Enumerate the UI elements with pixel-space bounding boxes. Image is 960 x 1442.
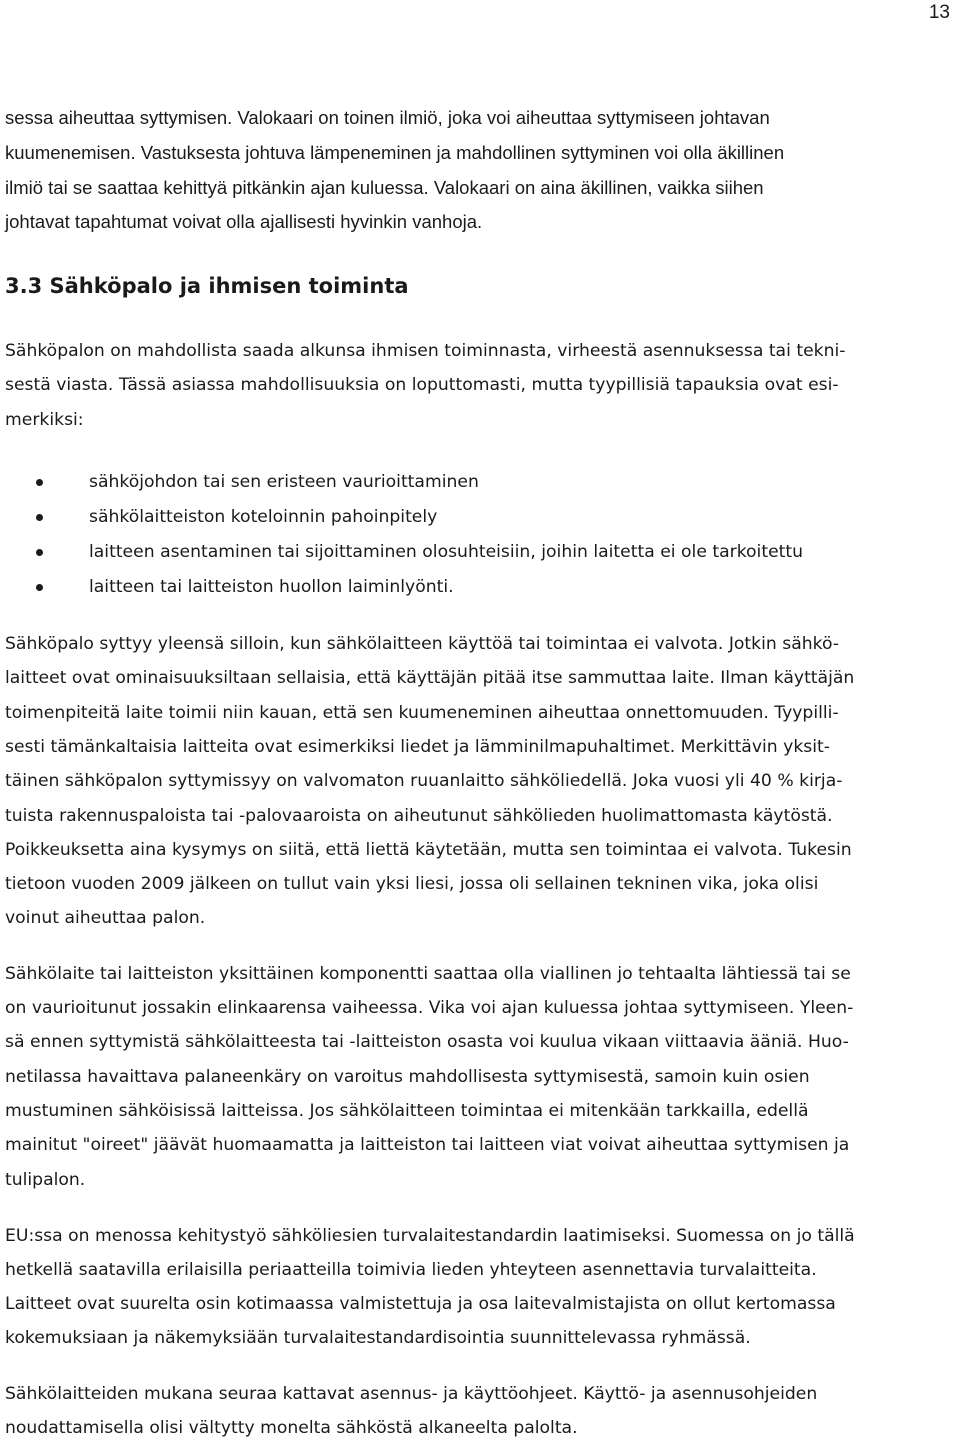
- page-number: 13: [928, 2, 950, 23]
- paragraph-line: sesti tämänkaltaisia laitteita ovat esimerkiksi liedet ja lämminilmapuhaltimet. Merkittävin yksit-: [5, 737, 830, 757]
- paragraph-line: EU:ssa on menossa kehitystyö sähköliesien turvalaitestandardin laatimiseksi. Suomessa on jo tällä: [5, 1226, 855, 1246]
- paragraph-line: tulipalon.: [5, 1170, 86, 1190]
- bullet-icon: [36, 514, 43, 521]
- paragraph-line: netilassa havaittava palaneenkäry on varoitus mahdollisesta syttymisestä, samoin kuin osien: [5, 1067, 810, 1087]
- list-item-text: laitteen asentaminen tai sijoittaminen olosuhteisiin, joihin laitetta ei ole tarkoitettu: [89, 542, 804, 562]
- paragraph-line: Sähköpalon on mahdollista saada alkunsa ihmisen toiminnasta, virheestä asennuksessa tai tekni-: [5, 341, 846, 361]
- paragraph-line: voinut aiheuttaa palon.: [5, 908, 206, 928]
- paragraph-line: sestä viasta. Tässä asiassa mahdollisuuksia on loputtomasti, mutta tyypillisiä tapauksia ovat esi-: [5, 375, 839, 395]
- intro-line: ilmiö tai se saattaa kehittyä pitkänkin ajan kuluessa. Valokaari on aina äkillinen, vaikka siihen: [5, 177, 764, 198]
- paragraph-line: on vaurioitunut jossakin elinkaarensa vaiheessa. Vika voi ajan kuluessa johtaa syttymiseen. Yleen-: [5, 998, 854, 1018]
- bullet-icon: [36, 549, 43, 556]
- paragraph-line: tietoon vuoden 2009 jälkeen on tullut vain yksi liesi, jossa oli sellainen tekninen vika, joka olisi: [5, 874, 819, 894]
- paragraph-line: mustuminen sähköisissä laitteissa. Jos sähkölaitteen toimintaa ei mitenkään tarkkailla, edellä: [5, 1101, 809, 1121]
- paragraph-line: kokemuksiaan ja näkemyksiään turvalaitestandardisointia suunnittelevassa ryhmässä.: [5, 1328, 751, 1348]
- bullet-icon: [36, 584, 43, 591]
- paragraph-line: täinen sähköpalon syttymissyy on valvomaton ruuanlaitto sähköliedellä. Joka vuosi yli 40 % kirja-: [5, 771, 843, 791]
- paragraph-line: noudattamisella olisi vältytty monelta sähköstä alkaneelta palolta.: [5, 1418, 578, 1438]
- paragraph-line: Laitteet ovat suurelta osin kotimaassa valmistettuja ja osa laitevalmistajista on ollut kertomassa: [5, 1294, 836, 1314]
- list-item-text: sähköjohdon tai sen eristeen vaurioittaminen: [89, 472, 479, 492]
- paragraph-line: Sähköpalo syttyy yleensä silloin, kun sähkölaitteen käyttöä tai toimintaa ei valvota. Jotkin sähkö-: [5, 634, 840, 654]
- intro-line: johtavat tapahtumat voivat olla ajallisesti hyvinkin vanhoja.: [5, 211, 483, 232]
- paragraph-line: hetkellä saatavilla erilaisilla periaatteilla toimivia lieden yhteyteen asennettavia turvalaitteita.: [5, 1260, 817, 1280]
- list-item-text: sähkölaitteiston koteloinnin pahoinpitely: [89, 507, 438, 527]
- paragraph-line: laitteet ovat ominaisuuksiltaan sellaisia, että käyttäjän pitää itse sammuttaa laite. Ilman käyttäjän: [5, 668, 855, 688]
- paragraph-line: Poikkeuksetta aina kysymys on siitä, että liettä käytetään, mutta sen toimintaa ei valvota. Tukesin: [5, 840, 852, 860]
- paragraph-line: Sähkölaitteiden mukana seuraa kattavat asennus- ja käyttöohjeet. Käyttö- ja asennusohjeiden: [5, 1384, 818, 1404]
- intro-line: kuumenemisen. Vastuksesta johtuva lämpeneminen ja mahdollinen syttyminen voi olla äkillinen: [5, 142, 785, 163]
- paragraph-line: toimenpiteitä laite toimii niin kauan, että sen kuumeneminen aiheuttaa onnettomuuden. Tyypilli-: [5, 703, 839, 723]
- intro-line: sessa aiheuttaa syttymisen. Valokaari on toinen ilmiö, joka voi aiheuttaa syttymiseen johtavan: [5, 107, 770, 128]
- section-heading: 3.3 Sähköpalo ja ihmisen toiminta: [5, 274, 409, 298]
- paragraph-line: mainitut "oireet" jäävät huomaamatta ja laitteiston tai laitteen viat voivat aiheuttaa syttymisen ja: [5, 1135, 850, 1155]
- paragraph-line: tuista rakennuspaloista tai -palovaaroista on aiheutunut sähkölieden huolimattomasta käytöstä.: [5, 806, 833, 826]
- bullet-icon: [36, 479, 43, 486]
- paragraph-line: Sähkölaite tai laitteiston yksittäinen komponentti saattaa olla viallinen jo tehtaalta lähtiessä tai se: [5, 964, 851, 984]
- list-item-text: laitteen tai laitteiston huollon laiminlyönti.: [89, 577, 454, 597]
- paragraph-line: merkiksi:: [5, 410, 84, 430]
- paragraph-line: sä ennen syttymistä sähkölaitteesta tai -laitteiston osasta voi kuulua vikaan viittaavia ääniä. Huo-: [5, 1032, 849, 1052]
